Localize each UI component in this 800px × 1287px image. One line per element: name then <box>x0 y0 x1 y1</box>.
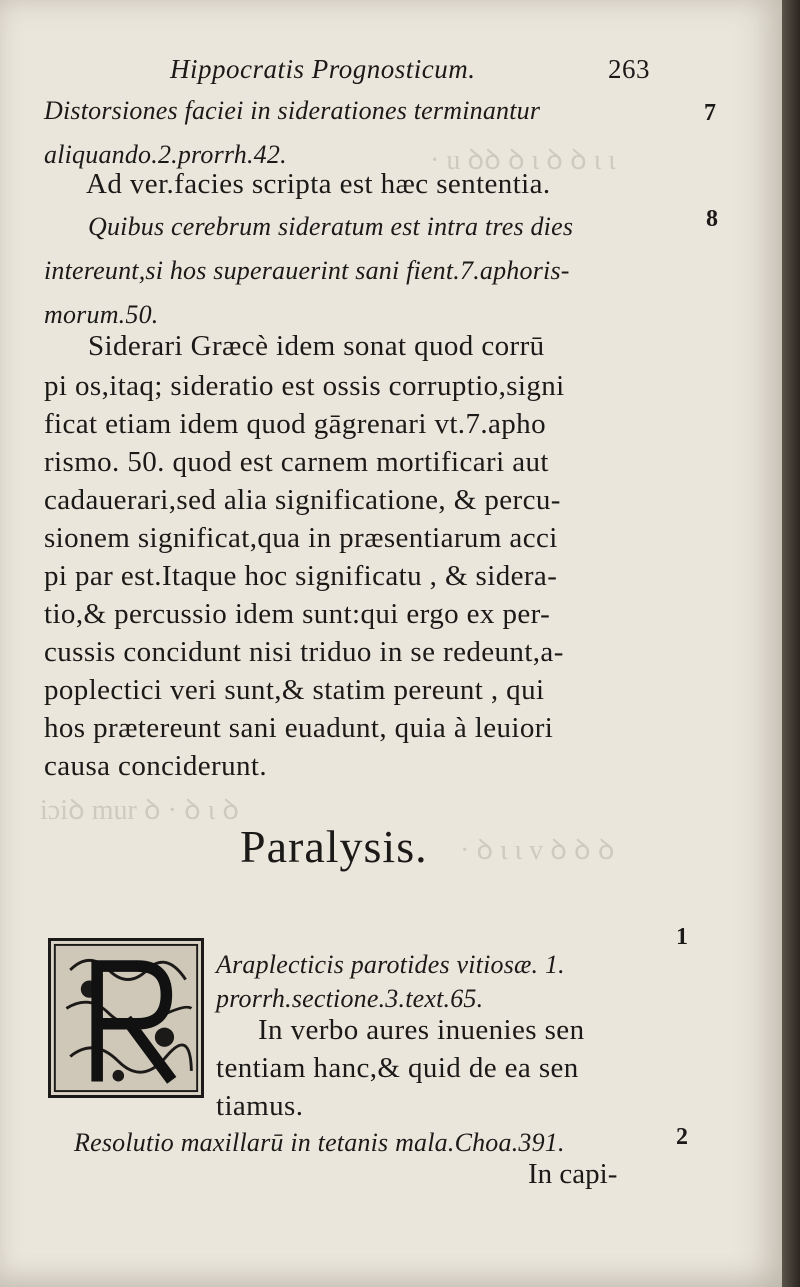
text-line-13: pi par est.Itaque hoc significatu , & sidera- <box>44 560 558 592</box>
text-line-16: poplectici veri sunt,& statim pereunt , qui <box>44 674 545 706</box>
text-line-9: ficat etiam idem quod gāgrenari vt.7.apho <box>44 408 546 440</box>
text-line-4: Quibus cerebrum sideratum est intra tres dies <box>88 212 574 241</box>
page-edge-shadow <box>782 0 800 1287</box>
text-line-11: cadauerari,sed alia significatione, & percu- <box>44 484 561 516</box>
text-line-10: rismo. 50. quod est carnem mortificari aut <box>44 446 549 478</box>
text-line-5: intereunt,si hos superauerint sani fient.7.aphoris- <box>44 256 570 285</box>
margin-number-7: 7 <box>704 100 716 126</box>
section-line-5: tiamus. <box>216 1090 304 1122</box>
margin-number-1: 1 <box>676 924 688 950</box>
text-line-6: morum.50. <box>44 300 159 329</box>
margin-number-8: 8 <box>706 206 718 232</box>
section-line-6: Resolutio maxillarū in tetanis mala.Choa.391. <box>74 1128 565 1157</box>
section-line-2: prorrh.sectione.3.text.65. <box>216 984 484 1013</box>
section-line-4: tentiam hanc,& quid de ea sen <box>216 1052 579 1084</box>
text-line-1: Distorsiones faciei in siderationes terminantur <box>44 96 541 125</box>
text-line-15: cussis concidunt nisi triduo in se redeunt,a- <box>44 636 564 668</box>
text-line-3: Ad ver.facies scripta est hæc sententia. <box>86 168 551 200</box>
section-line-3: In verbo aures inuenies sen <box>258 1014 585 1046</box>
text-line-8: pi os,itaq; sideratio est ossis corruptio,signi <box>44 370 565 402</box>
decorated-initial-letter <box>48 938 204 1098</box>
bleed-through-text: · ꝺ ɩ ɩ v ꝺ ꝺ ꝺ <box>460 835 615 866</box>
section-heading: Paralysis. <box>240 821 428 872</box>
text-line-17: hos prætereunt sani euadunt, quia à leuiori <box>44 712 554 744</box>
margin-number-2: 2 <box>676 1124 688 1150</box>
running-head <box>170 54 650 85</box>
text-line-2: aliquando.2.prorrh.42. <box>44 140 287 169</box>
page-number: 263 <box>608 54 650 84</box>
text-line-12: sionem significat,qua in præsentiarum acci <box>44 522 558 554</box>
text-line-18: causa conciderunt. <box>44 750 267 782</box>
text-line-7: Siderari Græcè idem sonat quod corrū <box>88 330 545 362</box>
ornamental-initial-icon <box>51 941 201 1095</box>
section-line-1: Araplecticis parotides vitiosæ. 1. <box>216 950 565 979</box>
text-line-14: tio,& percussio idem sunt:qui ergo ex per- <box>44 598 551 630</box>
running-head-title: Hippocratis Prognosticum. <box>170 54 476 84</box>
catchword: In capi- <box>528 1158 618 1190</box>
bleed-through-text: iɔiꝺ mur ꝺ · ꝺ ɩ ꝺ <box>40 795 240 826</box>
bleed-through-text: · u ꝺꝺ ꝺ ɩ ꝺ ꝺ ɩ ɩ <box>430 145 616 176</box>
